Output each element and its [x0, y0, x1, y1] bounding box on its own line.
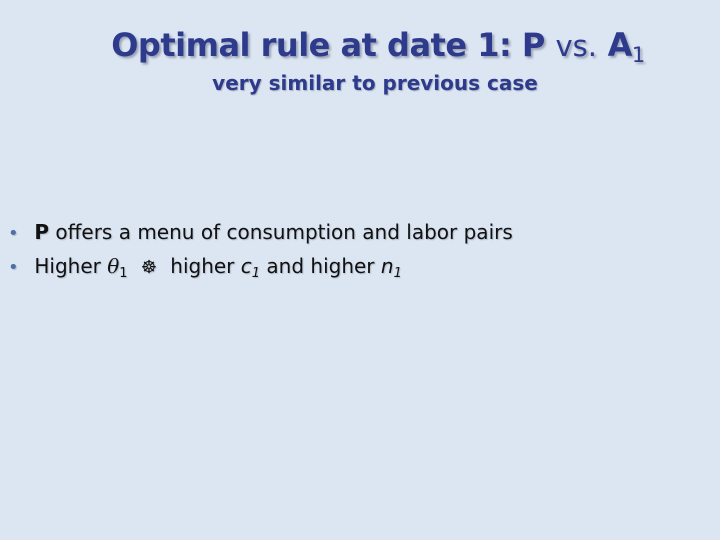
slide-subtitle: very similar to previous case: [212, 71, 538, 95]
bullet-word-then: higher: [170, 254, 235, 278]
theta-symbol: θ: [107, 254, 120, 278]
bullet-marker: •: [8, 223, 19, 244]
title-agent: A: [607, 26, 632, 64]
bullet-word-and: and higher: [266, 254, 375, 278]
implies-icon: ☸: [140, 257, 157, 278]
var-n: n: [380, 254, 394, 278]
bullet-lead-p: P: [34, 220, 50, 244]
var-c: c: [240, 254, 252, 278]
title-vs: vs.: [555, 29, 597, 63]
bullet-text: offers a menu of consumption and labor pairs: [55, 220, 513, 244]
bullet-item-menu: [8, 218, 513, 252]
bullet-marker: •: [8, 257, 19, 278]
bullet-item-higher-theta: [8, 252, 513, 286]
var-c-subscript: 1: [251, 266, 261, 281]
title-main: Optimal rule at date 1: P: [111, 26, 545, 64]
title-agent-subscript: 1: [631, 43, 645, 67]
bullet-word-higher: Higher: [34, 254, 101, 278]
bullet-list: [8, 218, 513, 286]
var-n-subscript: 1: [393, 266, 402, 281]
theta-subscript: 1: [119, 266, 128, 281]
slide-title: [0, 26, 720, 67]
